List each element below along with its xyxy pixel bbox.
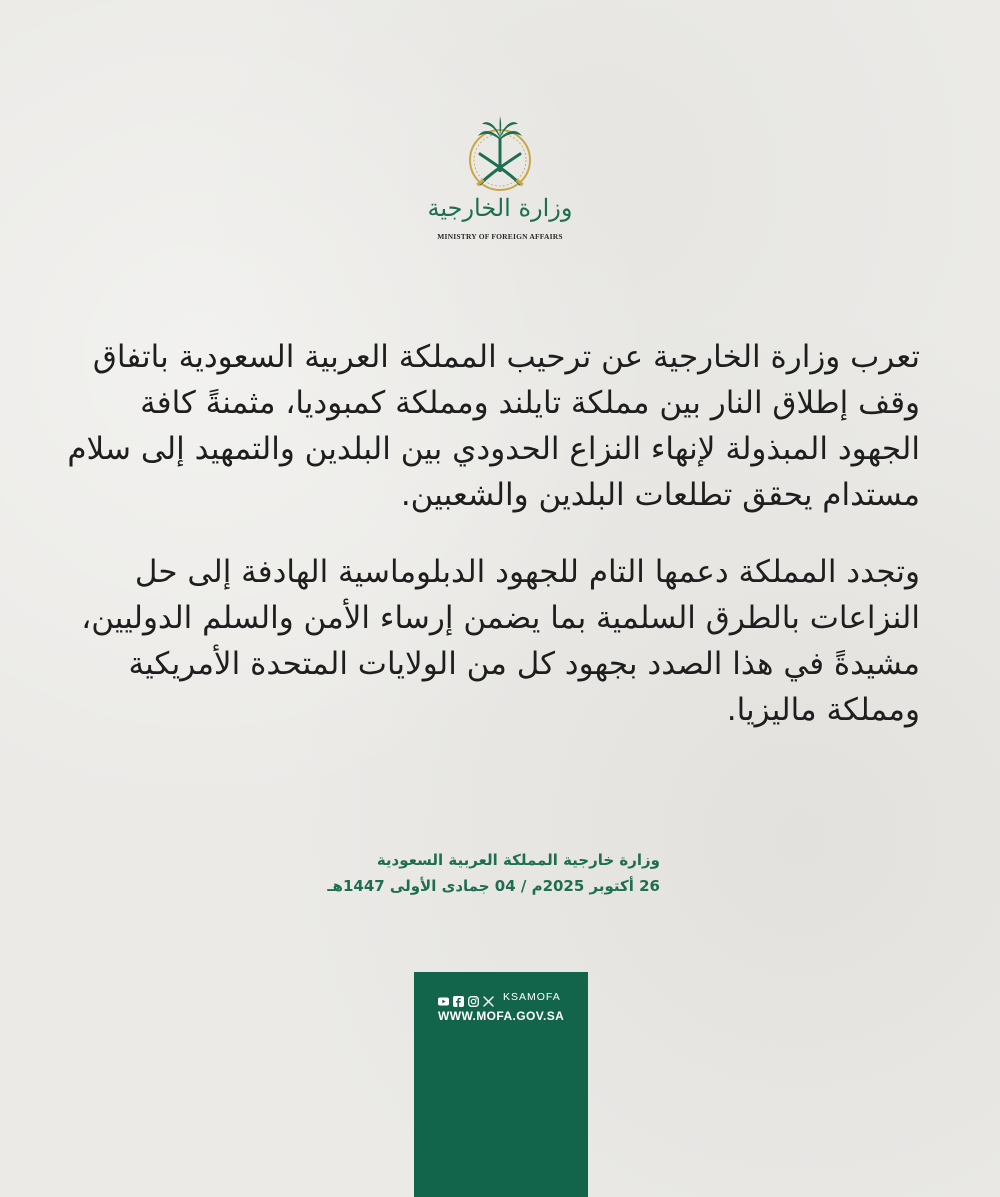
paragraph-2-line-1: وتجدد المملكة دعمها التام للجهود الدبلوماسية الهادفة إلى حل [134, 554, 920, 590]
paragraph-2-line-2: النزاعات بالطرق السلمية بما يضمن إرساء الأمن والسلم الدوليين، [81, 600, 920, 636]
paragraph-1-line-3: الجهود المبذولة لإنهاء النزاع الحدودي بين البلدين والتمهيد إلى سلام [67, 431, 920, 467]
signature-date: 26 أكتوبر 2025م / 04 جمادى الأولى 1447هـ [327, 877, 660, 895]
website-link[interactable]: WWW.MOFA.GOV.SA [438, 1009, 565, 1023]
paragraph-2-line-3: مشيدةً في هذا الصدد بجهود كل من الولايات المتحدة الأمريكية [128, 646, 920, 682]
statement-paragraph-2 [60, 549, 920, 733]
youtube-icon[interactable] [438, 992, 449, 1003]
x-icon[interactable] [483, 992, 494, 1003]
paragraph-1-line-1: تعرب وزارة الخارجية عن ترحيب المملكة العربية السعودية باتفاق [92, 339, 920, 375]
signature-organization: وزارة خارجية المملكة العربية السعودية [376, 851, 660, 869]
statement-paragraph-1 [60, 334, 920, 518]
instagram-icon[interactable] [468, 992, 479, 1003]
paragraph-1-line-2: وقف إطلاق النار بين مملكة تايلند ومملكة كمبوديا، مثمنةً كافة [140, 385, 920, 421]
ministry-wordmark-arabic: وزارة الخارجية [427, 194, 573, 222]
paragraph-1-line-4: مستدام يحقق تطلعات البلدين والشعبين. [400, 477, 920, 513]
footer-contact-box [414, 972, 588, 1197]
facebook-icon[interactable] [453, 992, 464, 1003]
saudi-emblem-logo [450, 108, 550, 208]
social-handle[interactable]: KSAMOFA [503, 991, 561, 1003]
social-icons-row [438, 991, 561, 1003]
ministry-wordmark-english: MINISTRY OF FOREIGN AFFAIRS [437, 232, 563, 241]
paragraph-2-line-4: ومملكة ماليزيا. [726, 692, 920, 728]
